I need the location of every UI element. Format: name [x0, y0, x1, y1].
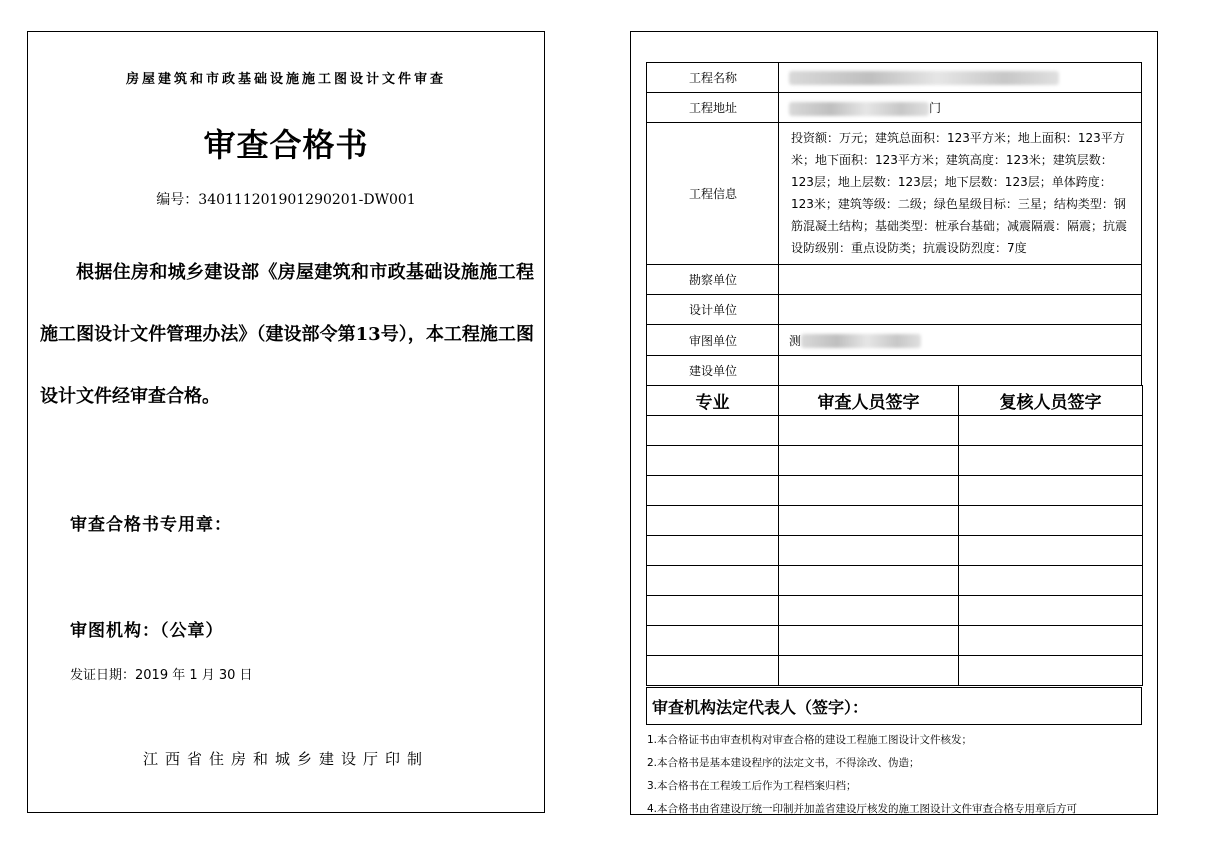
signature-cell	[779, 566, 959, 596]
review-unit-value	[779, 325, 1142, 356]
signature-cell	[779, 536, 959, 566]
signature-cell	[647, 506, 779, 536]
signature-cell	[647, 656, 779, 686]
project-name-label: 工程名称	[647, 63, 779, 93]
redacted-review-unit	[801, 334, 921, 348]
signature-cell	[779, 476, 959, 506]
signature-cell	[779, 506, 959, 536]
certificate-cover-page	[27, 31, 545, 813]
project-name-value	[779, 63, 1142, 93]
special-seal-label: 审查合格书专用章：	[70, 515, 232, 535]
signature-cell	[779, 416, 959, 446]
construction-unit-value	[779, 356, 1142, 386]
signature-cell	[959, 596, 1143, 626]
signature-cell	[959, 416, 1143, 446]
survey-unit-value	[779, 265, 1142, 295]
project-address-tail: 门	[929, 101, 942, 115]
table-row	[647, 566, 1143, 596]
project-address-value	[779, 93, 1142, 123]
table-row	[647, 123, 1142, 265]
note-item: 2.本合格书是基本建设程序的法定文书，不得涂改、伪造；	[647, 757, 920, 769]
redacted-project-name	[789, 71, 1059, 85]
design-unit-value	[779, 295, 1142, 325]
signature-cell	[647, 416, 779, 446]
signature-cell	[959, 536, 1143, 566]
table-row	[647, 536, 1143, 566]
table-header-row	[647, 386, 1143, 416]
signature-table	[646, 385, 1143, 686]
construction-unit-label: 建设单位	[647, 356, 779, 386]
signature-cell	[647, 626, 779, 656]
table-row	[647, 596, 1143, 626]
project-info-value: 投资额：万元；建筑总面积：123平方米；地上面积：123平方米；地下面积：123平方米；建筑高度：123米；建筑层数：123层；地上层数：123层；地下层数：123层；单体跨度：123米；建筑等级：二级；绿色星级目标：三星；结构类型：钢筋混凝土结构；基础类型：桩承台基础；减震隔震：隔震；抗震设防级别：重点设防类；抗震设防烈度：7度	[779, 123, 1142, 265]
signature-cell	[647, 446, 779, 476]
certificate-detail-page	[630, 31, 1158, 815]
review-unit-prefix: 测	[789, 333, 802, 348]
issue-date: 发证日期：2019 年 1 月 30 日	[70, 668, 253, 683]
notes-list	[647, 729, 1077, 821]
certificate-number: 编号：340111201901290201-DW001	[156, 192, 416, 208]
table-row	[647, 416, 1143, 446]
signature-cell	[647, 596, 779, 626]
legal-representative-label: 审查机构法定代表人（签字）：	[646, 687, 1142, 725]
signature-cell	[647, 566, 779, 596]
signature-cell	[779, 446, 959, 476]
signature-cell	[959, 446, 1143, 476]
signature-cell	[647, 476, 779, 506]
table-row	[647, 626, 1143, 656]
survey-unit-label: 勘察单位	[647, 265, 779, 295]
table-row	[647, 325, 1142, 356]
signature-cell	[959, 656, 1143, 686]
signature-cell	[779, 596, 959, 626]
table-row	[647, 265, 1142, 295]
table-row	[647, 356, 1142, 386]
design-unit-label: 设计单位	[647, 295, 779, 325]
table-row	[647, 93, 1142, 123]
certificate-body-text: 根据住房和城乡建设部《房屋建筑和市政基础设施施工程施工图设计文件管理办法》（建设部令第13号），本工程施工图设计文件经审查合格。	[40, 262, 534, 407]
signature-cell	[959, 626, 1143, 656]
table-row	[647, 295, 1142, 325]
review-unit-label: 审图单位	[647, 325, 779, 356]
table-row	[647, 63, 1142, 93]
note-item: 1.本合格证书由审查机构对审查合格的建设工程施工图设计文件核发；	[647, 734, 973, 746]
signature-cell	[959, 566, 1143, 596]
note-item: 4.本合格书由省建设厅统一印制并加盖省建设厅核发的施工图设计文件审查合格专用章后方可	[647, 803, 1078, 815]
signature-cell	[647, 536, 779, 566]
project-info-label: 工程信息	[647, 123, 779, 265]
column-header-rechecker: 复核人员签字	[959, 386, 1143, 416]
project-address-label: 工程地址	[647, 93, 779, 123]
signature-cell	[779, 656, 959, 686]
redacted-project-address	[789, 102, 929, 116]
document-title: 审查合格书	[203, 126, 369, 164]
column-header-reviewer: 审查人员签字	[779, 386, 959, 416]
table-row	[647, 506, 1143, 536]
signature-rows	[647, 416, 1143, 686]
document-header: 房屋建筑和市政基础设施施工图设计文件审查	[125, 72, 446, 87]
review-org-label: 审图机构：（公章）	[70, 621, 224, 641]
note-item: 3.本合格书在工程竣工后作为工程档案归档；	[647, 780, 857, 792]
signature-cell	[779, 626, 959, 656]
column-header-specialty: 专业	[647, 386, 779, 416]
table-row	[647, 656, 1143, 686]
table-row	[647, 446, 1143, 476]
signature-cell	[959, 506, 1143, 536]
project-info-table	[646, 62, 1142, 386]
signature-cell	[959, 476, 1143, 506]
printer-credit: 江西省住房和城乡建设厅印制	[142, 750, 429, 768]
table-row	[647, 476, 1143, 506]
